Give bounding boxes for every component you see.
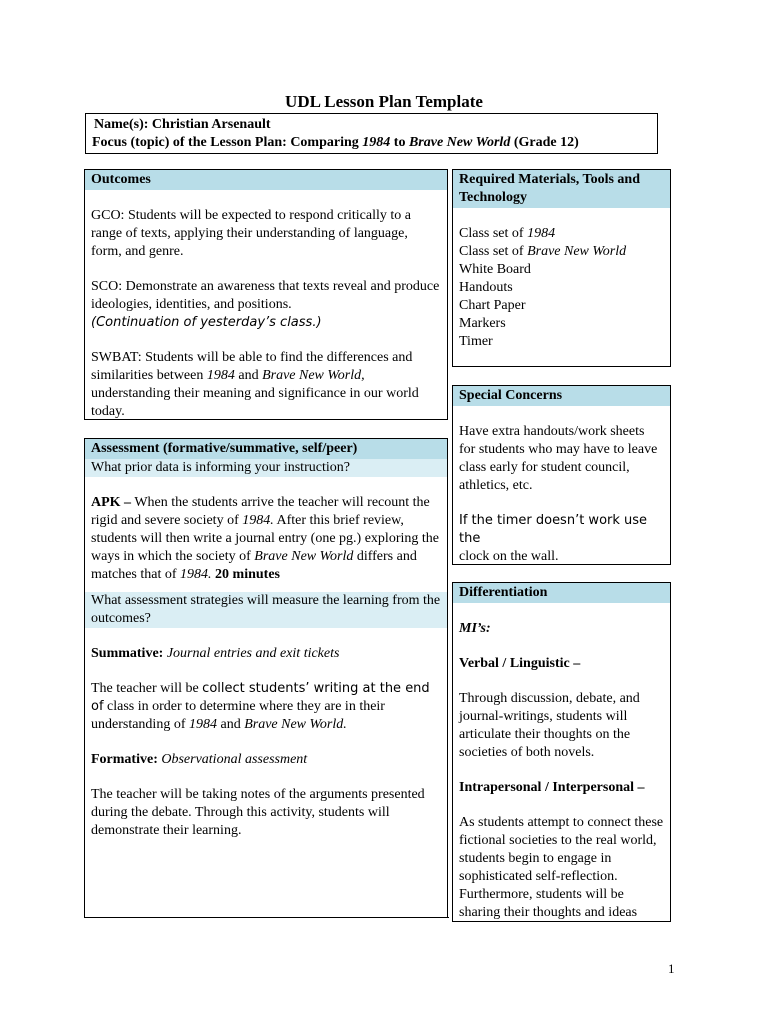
materials-list	[453, 208, 670, 351]
assessment-section	[84, 438, 448, 918]
concerns-text-2: If the timer doesn’t work use the	[459, 513, 648, 546]
materials-section	[452, 169, 671, 367]
concerns-heading: Special Concerns	[453, 386, 670, 406]
swbat-text: SWBAT: Students will be able to find the differences and similarities between 1984 and Brave New World, understanding their meaning and significance in our world today.	[91, 350, 419, 419]
strategies-body	[85, 628, 447, 840]
gco-text: GCO: Students will be expected to respond critically to a range of texts, applying their understanding of language, form, and genre.	[91, 208, 411, 259]
outcomes-section	[84, 169, 448, 420]
outcomes-heading: Outcomes	[85, 170, 447, 190]
apk-text: APK – When the students arrive the teacher will recount the rigid and severe society of 1984. After this brief review, students will then write a journal entry (one pg.) exploring the ways in which the society of Brave New World differs and matches that of 1984. 20 minutes	[91, 495, 439, 582]
formative-text: The teacher will be taking notes of the arguments presented during the debate. Through this activity, students will demonstrate their learning.	[91, 787, 425, 838]
bottom-rule	[84, 917, 449, 918]
materials-heading: Required Materials, Tools and Technology	[453, 170, 670, 208]
materials-item: Markers	[459, 316, 506, 331]
summative-text: The teacher will be collect students’ writing at the end of class in order to determine where they are in their understanding of 1984 and Brave New World.	[91, 681, 430, 732]
outcomes-body	[85, 190, 447, 421]
assessment-question-strategies: What assessment strategies will measure the learning from the outcomes?	[85, 592, 447, 628]
materials-item: Handouts	[459, 280, 513, 295]
verbal-text: Through discussion, debate, and journal-writings, students will articulate their thoughts on the societies of both novels.	[459, 691, 640, 760]
concerns-text-2b: clock on the wall.	[459, 549, 559, 564]
concerns-body	[453, 406, 670, 566]
differentiation-heading: Differentiation	[453, 583, 670, 603]
mis-label: MI’s:	[459, 621, 491, 636]
focus-title-bnw: Brave New World	[408, 135, 511, 150]
page-title: UDL Lesson Plan Template	[285, 92, 483, 111]
assessment-question-prior: What prior data is informing your instruction?	[85, 459, 447, 477]
verbal-label: Verbal / Linguistic –	[459, 656, 581, 671]
sco-text: SCO: Demonstrate an awareness that texts reveal and produce ideologies, identities, and positions.	[91, 279, 440, 312]
focus-title-1984: 1984	[362, 135, 391, 150]
differentiation-body	[453, 603, 670, 922]
name-focus-box	[85, 113, 658, 154]
page-number: 1	[668, 961, 675, 976]
materials-item: White Board	[459, 262, 531, 277]
concerns-text-1: Have extra handouts/work sheets for students who may have to leave class early for student council, athletics, etc.	[459, 424, 658, 493]
materials-item: Chart Paper	[459, 298, 526, 313]
focus-line	[92, 134, 651, 152]
concerns-section	[452, 385, 671, 565]
name-value: Christian Arsenault	[151, 117, 271, 132]
focus-grade: (Grade 12)	[513, 135, 579, 150]
materials-item: Timer	[459, 334, 493, 349]
focus-label: Focus (topic) of the Lesson Plan: Comparing	[92, 135, 359, 150]
intra-text: As students attempt to connect these fictional societies to the real world, students begin to engage in sophisticated self-reflection. Furthermore, students will be sharing their thoughts and ideas	[459, 815, 664, 920]
assessment-heading: Assessment (formative/summative, self/peer)	[85, 439, 447, 459]
formative-line: Formative: Observational assessment	[91, 752, 308, 767]
apk-body	[85, 477, 447, 584]
summative-line: Summative: Journal entries and exit tickets	[91, 646, 340, 661]
sco-note: (Continuation of yesterday’s class.)	[91, 315, 322, 330]
materials-item-bnw: Class set of Brave New World	[459, 244, 627, 259]
intra-label: Intrapersonal / Interpersonal –	[459, 780, 645, 795]
name-label: Name(s):	[94, 117, 149, 132]
differentiation-section	[452, 582, 671, 922]
name-line	[92, 116, 651, 134]
focus-to: to	[393, 135, 406, 150]
materials-item-1984: Class set of 1984	[459, 226, 556, 241]
